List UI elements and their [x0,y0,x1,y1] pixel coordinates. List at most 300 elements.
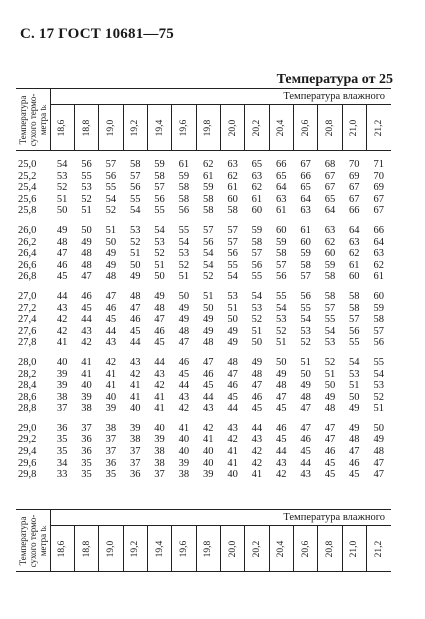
dry-temp-cell: 26,2 [18,236,37,248]
wet-temp-20-0 [220,105,244,151]
humidity-cell: 61 [227,182,238,194]
wet-temp-19-8 [196,105,220,151]
humidity-cell: 65 [251,159,263,170]
humidity-cell: 64 [276,182,287,194]
humidity-cell: 63 [251,170,263,182]
table-row [16,182,391,194]
humidity-cell: 43 [300,469,311,481]
humidity-cell: 48 [251,368,263,380]
humidity-cell: 49 [349,403,360,415]
humidity-cell: 37 [81,422,92,434]
humidity-cell: 63 [349,236,360,248]
humidity-cell: 38 [129,434,141,446]
humidity-cell: 44 [56,290,68,302]
humidity-cell: 45 [81,302,92,314]
humidity-cell: 52 [105,205,117,217]
humidity-cell: 46 [324,446,336,458]
dry-temp-cell: 28,8 [18,403,37,415]
wet-temp-20-8 [318,526,342,572]
dry-temp-cell: 28,0 [18,356,37,368]
humidity-cell: 47 [178,337,190,349]
dry-temp-cell: 27,4 [18,314,37,326]
group-gap [16,349,391,357]
humidity-cell: 67 [373,205,384,217]
humidity-cell: 56 [202,236,214,248]
wet-temp-21-2 [366,526,391,572]
humidity-cell: 38 [56,391,68,403]
humidity-cell: 56 [300,290,311,302]
humidity-cell: 62 [324,236,336,248]
humidity-cell: 61 [373,271,384,283]
humidity-cell: 57 [276,259,287,271]
humidity-cell: 57 [105,159,117,170]
humidity-cell: 54 [227,271,238,283]
dry-temp-cell: 28,6 [18,391,37,403]
humidity-cell: 52 [129,236,141,248]
humidity-cell: 64 [300,193,311,205]
humidity-cell: 54 [178,236,190,248]
humidity-cell: 47 [81,271,92,283]
humidity-cell: 52 [178,259,190,271]
humidity-cell: 69 [349,170,360,182]
humidity-cell: 60 [373,290,384,302]
humidity-cell: 62 [227,170,238,182]
wet-temp-18-6 [50,526,74,572]
humidity-cell: 43 [276,457,287,469]
table-row [16,291,391,303]
humidity-cell: 49 [202,314,214,326]
wet-temp-value: 18,6 [57,540,68,557]
humidity-cell: 49 [227,337,238,349]
humidity-cell: 71 [373,159,384,170]
humidity-cell: 47 [129,302,141,314]
humidity-cell: 69 [373,182,384,194]
humidity-cell: 46 [129,314,141,326]
humidity-cell: 45 [202,380,214,392]
humidity-cell: 48 [276,380,287,392]
wet-temp-value: 20,0 [227,540,238,557]
wet-temp-value: 19,6 [178,119,189,136]
humidity-cell: 36 [81,434,92,446]
humidity-cell: 45 [129,325,141,337]
humidity-cell: 38 [105,422,117,434]
group-gap [16,283,391,291]
wet-temp-value: 20,8 [324,119,335,136]
humidity-cell: 45 [349,469,360,481]
humidity-cell: 70 [349,159,360,170]
humidity-cell: 34 [56,457,68,469]
humidity-cell: 48 [154,302,165,314]
humidity-cell: 55 [129,193,141,205]
humidity-cell: 38 [178,469,190,481]
humidity-cell: 61 [202,170,214,182]
humidity-cell: 49 [129,271,141,283]
wet-temp-21-2 [366,105,391,151]
humidity-cell: 57 [251,248,263,260]
humidity-cell: 40 [154,422,165,434]
wet-temp-21-0 [342,105,366,151]
humidity-cell: 53 [349,368,360,380]
humidity-cell: 47 [251,380,263,392]
humidity-cell: 58 [227,205,238,217]
table-row [16,260,391,272]
humidity-cell: 51 [251,325,263,337]
humidity-cell: 46 [81,290,92,302]
humidity-cell: 57 [373,325,384,337]
humidity-cell: 48 [56,236,68,248]
humidity-cell: 51 [349,380,360,392]
humidity-cell: 40 [202,446,214,458]
humidity-cell: 56 [105,170,117,182]
humidity-cell: 48 [373,446,384,458]
humidity-cell: 58 [276,248,287,260]
humidity-cell: 49 [373,434,384,446]
dry-temp-cell: 28,4 [18,380,37,392]
humidity-cell: 47 [373,457,384,469]
dry-temp-cell: 26,0 [18,224,37,236]
humidity-cell: 51 [105,224,117,236]
wet-temp-20-4 [269,526,293,572]
row-header-line: Температура [17,95,28,144]
wet-temp-value: 19,4 [154,540,165,557]
humidity-cell: 48 [178,325,190,337]
humidity-cell: 38 [154,457,165,469]
humidity-cell: 56 [129,182,141,194]
humidity-cell: 58 [202,193,214,205]
humidity-cell: 44 [227,403,238,415]
humidity-cell: 60 [251,205,263,217]
dry-temp-cell: 27,6 [18,325,37,337]
table-row [16,469,391,481]
humidity-cell: 57 [202,224,214,236]
table-row [16,326,391,338]
humidity-cell: 42 [81,337,92,349]
table-row [16,248,391,260]
humidity-cell: 42 [227,434,238,446]
wet-temp-19-0 [99,105,123,151]
table-row [16,303,391,315]
humidity-cell: 53 [227,290,238,302]
humidity-cell: 43 [202,403,214,415]
humidity-cell: 41 [202,434,214,446]
wet-temp-19-2 [123,526,147,572]
humidity-cell: 49 [56,224,68,236]
humidity-cell: 49 [178,314,190,326]
humidity-cell: 55 [251,271,263,283]
humidity-cell: 50 [56,205,68,217]
humidity-cell: 50 [129,259,141,271]
humidity-cell: 46 [56,259,68,271]
humidity-cell: 51 [300,356,311,368]
humidity-cell: 67 [324,170,336,182]
humidity-cell: 65 [324,193,336,205]
humidity-cell: 63 [276,193,287,205]
humidity-cell: 50 [251,337,263,349]
humidity-cell: 58 [178,193,190,205]
humidity-cell: 67 [349,193,360,205]
humidity-cell: 64 [349,224,360,236]
humidity-cell: 57 [227,236,238,248]
humidity-cell: 41 [178,422,190,434]
wet-temp-value: 20,2 [251,119,262,136]
humidity-cell: 62 [349,248,360,260]
wet-temp-value: 18,8 [81,540,92,557]
humidity-cell: 56 [349,325,360,337]
wet-temp-value: 20,8 [324,540,335,557]
humidity-cell: 41 [154,391,165,403]
humidity-cell: 37 [105,434,117,446]
humidity-cell: 56 [81,159,92,170]
humidity-cell: 41 [251,469,263,481]
wet-temp-value: 21,0 [349,540,360,557]
humidity-cell: 41 [105,368,117,380]
humidity-cell: 53 [178,248,190,260]
humidity-cell: 45 [276,403,287,415]
humidity-cell: 53 [129,224,141,236]
humidity-cell: 37 [56,403,68,415]
row-header-line: сухого термо- [27,93,38,146]
humidity-cell: 51 [154,259,165,271]
humidity-cell: 33 [56,469,68,481]
wet-temp-value: 21,2 [373,119,384,136]
wet-temp-value: 19,6 [178,540,189,557]
humidity-cell: 49 [276,368,287,380]
humidity-cell: 39 [105,403,117,415]
humidity-cell: 40 [202,457,214,469]
humidity-cell: 40 [178,446,190,458]
humidity-cell: 56 [227,248,238,260]
table-row [16,458,391,470]
humidity-cell: 50 [324,380,336,392]
humidity-cell: 35 [56,434,68,446]
wet-temp-19-6 [172,526,196,572]
humidity-cell: 63 [324,224,336,236]
humidity-cell: 47 [276,391,287,403]
wet-temp-value: 21,2 [373,540,384,557]
wet-temp-20-2 [245,105,269,151]
table-row [16,271,391,283]
humidity-cell: 40 [105,391,117,403]
table-row [16,194,391,206]
wet-temp-label: Температура влажного [50,510,391,526]
humidity-cell: 60 [300,236,311,248]
dry-temp-cell: 27,8 [18,337,37,349]
humidity-cell: 49 [154,290,165,302]
humidity-cell: 52 [373,391,384,403]
table-row [16,434,391,446]
humidity-cell: 47 [324,434,336,446]
humidity-cell: 57 [349,314,360,326]
humidity-cell: 55 [81,170,92,182]
humidity-cell: 45 [276,434,287,446]
humidity-cell: 37 [154,469,165,481]
humidity-cell: 56 [178,205,190,217]
table-row [16,357,391,369]
header-row [16,89,391,105]
humidity-cell: 49 [178,302,190,314]
humidity-cell: 58 [373,314,384,326]
humidity-cell: 52 [81,193,92,205]
range-title: Температура от 25 [276,72,393,87]
humidity-cell: 42 [251,446,263,458]
humidity-cell: 60 [349,271,360,283]
wet-temp-18-8 [74,526,98,572]
spacer-row [16,151,391,160]
header-row [16,510,391,526]
humidity-cell: 67 [349,182,360,194]
humidity-cell: 57 [227,224,238,236]
dry-temp-cell: 26,6 [18,259,37,271]
table-row [16,314,391,326]
humidity-cell: 70 [373,170,384,182]
humidity-cell: 57 [129,170,141,182]
humidity-cell: 52 [154,248,165,260]
wet-temp-19-6 [172,105,196,151]
humidity-cell: 54 [202,259,214,271]
humidity-cell: 59 [251,224,263,236]
humidity-cell: 41 [227,446,238,458]
humidity-cell: 54 [154,224,165,236]
table-row [16,171,391,183]
humidity-cell: 61 [276,205,287,217]
humidity-cell: 58 [178,182,190,194]
humidity-cell: 56 [276,271,287,283]
humidity-cell: 50 [349,391,360,403]
dry-temp-cell: 26,8 [18,271,37,283]
humidity-cell: 50 [276,356,287,368]
humidity-cell: 67 [373,193,384,205]
humidity-cell: 43 [154,368,165,380]
wet-temp-20-0 [220,526,244,572]
humidity-cell: 40 [81,380,92,392]
humidity-cell: 55 [349,337,360,349]
dry-temp-cell: 28,2 [18,368,37,380]
dry-temp-cell: 29,0 [18,422,37,434]
humidity-cell: 53 [300,325,311,337]
wet-temp-18-8 [74,105,98,151]
humidity-cell: 47 [324,422,336,434]
table-row [16,380,391,392]
humidity-cell: 45 [251,403,263,415]
humidity-cell: 49 [105,259,117,271]
wet-temp-value: 20,6 [300,119,311,136]
humidity-cell: 45 [105,314,117,326]
humidity-cell: 50 [154,271,165,283]
humidity-cell: 44 [129,337,141,349]
humidity-cell: 53 [276,314,287,326]
humidity-cell: 60 [276,224,287,236]
humidity-cell: 65 [276,170,287,182]
humidity-cell: 51 [178,271,190,283]
wet-temp-value: 18,8 [81,119,92,136]
wet-temp-value: 21,0 [349,119,360,136]
humidity-cell: 43 [251,434,263,446]
humidity-cell: 58 [202,205,214,217]
humidity-cell: 49 [105,248,117,260]
humidity-cell: 46 [154,325,165,337]
humidity-cell: 59 [178,170,190,182]
humidity-cell: 45 [56,271,68,283]
humidity-cell: 37 [129,446,141,458]
wet-temp-value: 20,2 [251,540,262,557]
humidity-cell: 50 [227,314,238,326]
humidity-cell: 49 [227,325,238,337]
humidity-cell: 57 [300,271,311,283]
humidity-cell: 55 [276,290,287,302]
wet-temp-19-2 [123,105,147,151]
humidity-cell: 55 [178,224,190,236]
humidity-cell: 55 [300,302,311,314]
humidity-cell: 41 [56,337,68,349]
humidity-cell: 48 [81,259,92,271]
humidity-cell: 52 [251,314,263,326]
humidity-cell: 66 [349,205,360,217]
humidity-cell: 44 [81,314,92,326]
humidity-cell: 47 [154,314,165,326]
humidity-cell: 62 [251,182,263,194]
humidity-cell: 48 [324,403,336,415]
humidity-cell: 39 [56,368,68,380]
row-header-line: метра tₖ [37,525,48,556]
humidity-cell: 49 [202,325,214,337]
humidity-cell: 48 [349,434,360,446]
humidity-cell: 48 [129,290,141,302]
humidity-cell: 52 [276,325,287,337]
humidity-cell: 51 [324,368,336,380]
dry-temp-cell: 29,6 [18,457,37,469]
wet-temp-20-8 [318,105,342,151]
humidity-cell: 51 [227,302,238,314]
humidity-cell: 39 [81,391,92,403]
humidity-cell: 49 [324,391,336,403]
row-header-line: Температура [17,516,28,565]
humidity-cell: 46 [276,422,287,434]
wet-temp-18-6 [50,105,74,151]
humidity-cell: 50 [202,302,214,314]
humidity-cell: 40 [129,403,141,415]
humidity-cell: 44 [154,356,165,368]
humidity-cell: 65 [300,182,311,194]
humidity-cell: 41 [81,356,92,368]
humidity-cell: 52 [324,356,336,368]
humidity-cell: 56 [373,337,384,349]
humidity-cell: 39 [202,469,214,481]
humidity-cell: 61 [178,159,190,170]
humidity-cell: 54 [324,325,336,337]
wet-temp-value: 19,8 [203,540,214,557]
humidity-cell: 66 [300,170,311,182]
humidity-cell: 42 [105,356,117,368]
humidity-cell: 41 [129,380,141,392]
wet-temp-19-4 [147,105,171,151]
humidity-cell: 60 [324,248,336,260]
dry-temp-cell: 29,2 [18,434,37,446]
humidity-cell: 36 [129,469,141,481]
humidity-cell: 44 [251,422,263,434]
humidity-cell: 35 [81,469,92,481]
humidity-cell: 48 [227,356,238,368]
humidity-cell: 46 [178,356,190,368]
wet-temp-19-8 [196,526,220,572]
humidity-cell: 49 [349,422,360,434]
humidity-cell: 55 [154,205,165,217]
humidity-cell: 39 [154,434,165,446]
wet-temp-row [16,105,391,151]
humidity-cell: 45 [300,446,311,458]
humidity-cell: 46 [202,368,214,380]
humidity-cell: 59 [154,159,165,170]
table-row [16,237,391,249]
